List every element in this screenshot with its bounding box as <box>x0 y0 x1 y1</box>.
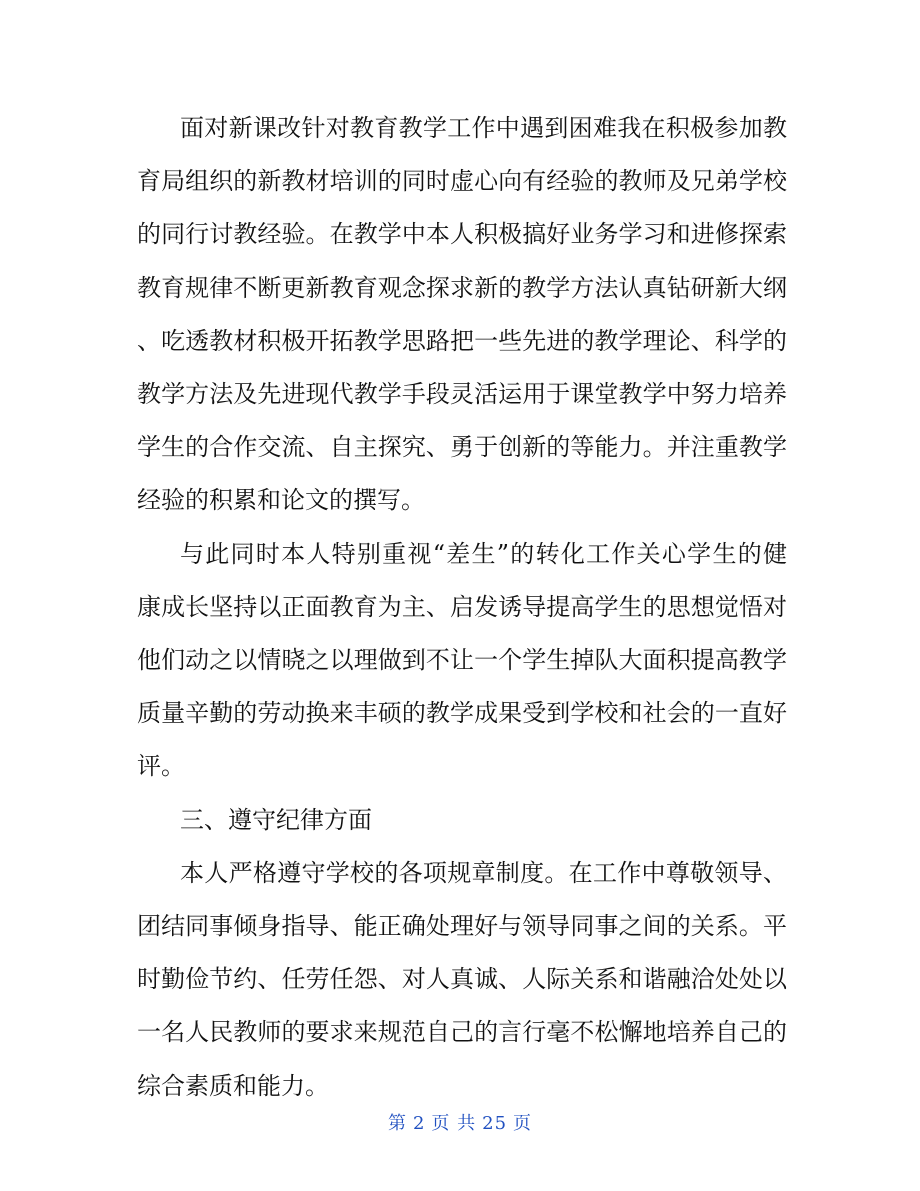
paragraph-line: 教学方法及先进现代教学手段灵活运用于课堂教学中努力培养 <box>137 380 787 408</box>
footer-middle: 页 共 <box>431 1113 477 1134</box>
paragraph-line: 本人严格遵守学校的各项规章制度。在工作中尊敬领导、 <box>180 859 787 887</box>
paragraph-line: 他们动之以情晓之以理做到不让一个学生掉队大面积提高教学 <box>137 646 787 674</box>
section-heading: 三、遵守纪律方面 <box>180 806 372 834</box>
paragraph-line: 团结同事倾身指导、能正确处理好与领导同事之间的关系。平 <box>137 912 787 940</box>
paragraph-line: 质量辛勤的劳动换来丰硕的教学成果受到学校和社会的一直好 <box>137 699 787 727</box>
footer-total-pages: 25 <box>482 1113 508 1134</box>
paragraph-line: 育局组织的新教材培训的同时虚心向有经验的教师及兄弟学校 <box>137 167 787 195</box>
footer-suffix: 页 <box>513 1113 533 1134</box>
paragraph-line: 面对新课改针对教育教学工作中遇到困难我在积极参加教 <box>180 114 787 142</box>
page-footer <box>0 1112 920 1136</box>
paragraph-line: 的同行讨教经验。在教学中本人积极搞好业务学习和进修探索 <box>137 220 787 248</box>
paragraph-line: 时勤俭节约、任劳任怨、对人真诚、人际关系和谐融洽处处以 <box>137 965 787 993</box>
paragraph-line: 学生的合作交流、自主探究、勇于创新的等能力。并注重教学 <box>137 433 787 461</box>
paragraph-line: 评。 <box>137 752 185 780</box>
footer-prefix: 第 <box>387 1113 407 1134</box>
paragraph-line: 、吃透教材积极开拓教学思路把一些先进的教学理论、科学的 <box>137 327 787 355</box>
footer-page-number: 2 <box>412 1113 426 1134</box>
paragraph-line: 与此同时本人特别重视“差生”的转化工作关心学生的健 <box>180 540 787 568</box>
paragraph-line: 教育规律不断更新教育观念探求新的教学方法认真钻研新大纲 <box>137 274 787 302</box>
paragraph-line: 综合素质和能力。 <box>137 1072 329 1100</box>
paragraph-line: 一名人民教师的要求来规范自己的言行毫不松懈地培养自己的 <box>137 1018 787 1046</box>
paragraph-line: 经验的积累和论文的撰写。 <box>137 486 425 514</box>
paragraph-line: 康成长坚持以正面教育为主、启发诱导提高学生的思想觉悟对 <box>137 593 787 621</box>
